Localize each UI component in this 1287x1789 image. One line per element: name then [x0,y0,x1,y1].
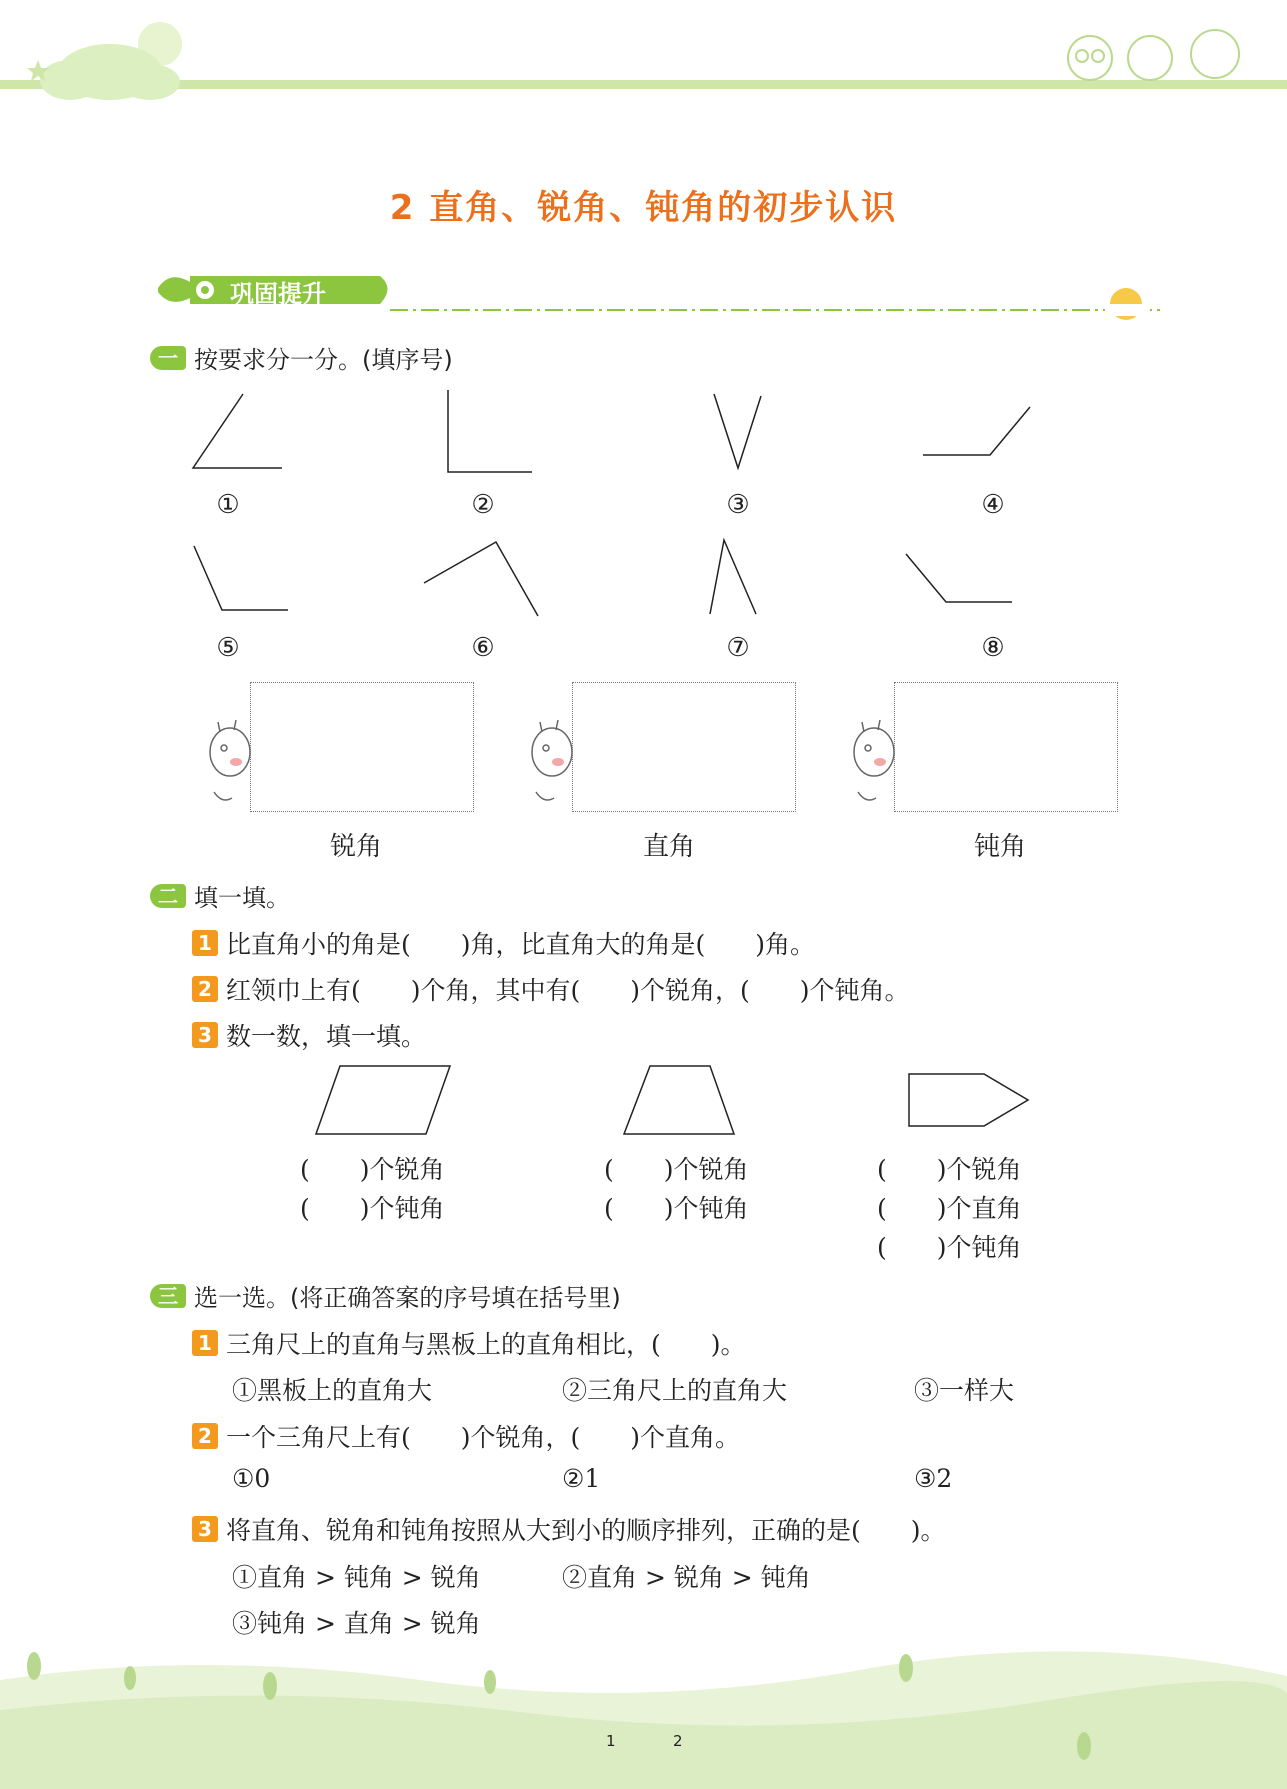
pentagon-shape [909,1074,1028,1126]
answer-box-right[interactable] [572,682,796,812]
question-number-1: 1 [192,930,218,956]
s3-q2-option-1: ①0 [232,1464,271,1493]
shape3-count-acute: ( )个锐角 [877,1155,1022,1184]
section-1-heading [150,340,453,375]
box-label-right: 直角 [642,832,695,862]
question-number-2: 2 [192,976,218,1002]
s2-question-1 [192,925,815,961]
section-1-title: 按要求分一分。(填序号) [194,346,453,374]
section-3-title: 选一选。(将正确答案的序号填在括号里) [194,1284,621,1312]
question-number-1: 1 [192,1330,218,1356]
banner-label: 巩固提升 [230,280,326,308]
shape2-count-acute: ( )个锐角 [604,1155,749,1184]
box-label-acute: 锐角 [329,832,382,862]
trapezoid-shape [624,1066,734,1134]
angle-label-6: ⑥ [471,633,495,663]
answer-box-acute[interactable] [250,682,474,812]
s2-question-3 [192,1017,426,1053]
header-stripe [0,80,1287,89]
angle-label-8: ⑧ [981,633,1005,663]
s2-q1-text: 比直角小的角是( )角，比直角大的角是( )角。 [226,930,816,959]
s3-q1-option-3: ③一样大 [914,1376,1015,1405]
footer-landscape [0,1640,1287,1789]
section-2-heading [150,878,290,913]
s2-question-2 [192,971,910,1007]
angle-label-1: ① [216,490,240,520]
angle-2 [448,390,532,472]
angle-6 [424,542,538,616]
s2-q2-text: 红领巾上有( )个角，其中有( )个锐角，( )个钝角。 [226,976,910,1005]
shape1-count-acute: ( )个锐角 [300,1155,445,1184]
angle-label-5: ⑤ [216,633,240,663]
angle-1 [193,394,282,468]
shape3-count-obtuse: ( )个钝角 [877,1233,1022,1262]
s3-q2-option-2: ②1 [562,1464,601,1493]
angle-8 [906,554,1012,602]
angle-3 [714,394,761,468]
section-2-title: 填一填。 [194,884,290,912]
parallelogram-shape [316,1066,450,1134]
animal-faces-icon [1068,30,1239,80]
angle-5 [194,546,288,610]
shape-figures [0,1060,1287,1140]
answer-box-obtuse[interactable] [894,682,1118,812]
section-banner [150,260,1160,324]
angle-label-3: ③ [726,490,750,520]
s3-q2-option-3: ③2 [914,1464,953,1493]
s3-q1-text: 三角尺上的直角与黑板上的直角相比，( )。 [226,1330,746,1359]
shape1-count-obtuse: ( )个钝角 [300,1194,445,1223]
angle-figures [0,380,1287,620]
section-3-heading [150,1278,621,1313]
section-2-badge: 二 [150,884,186,908]
giraffe-icon [844,712,896,812]
page-number-left: 1 [606,1732,616,1750]
s3-q1-option-2: ②三角尺上的直角大 [562,1376,788,1405]
giraffe-icon [200,712,252,812]
s3-q3-option-1: ①直角 > 钝角 > 锐角 [232,1563,481,1592]
giraffe-icon [522,712,574,812]
section-1-badge: 一 [150,346,186,370]
angle-4 [923,407,1030,455]
page-number-right: 2 [673,1732,683,1750]
question-number-3: 3 [192,1022,218,1048]
s3-q3-text: 将直角、锐角和钝角按照从大到小的顺序排列，正确的是( )。 [226,1516,946,1545]
angle-label-7: ⑦ [726,633,750,663]
shape3-count-right: ( )个直角 [877,1194,1022,1223]
s3-q2-text: 一个三角尺上有( )个锐角，( )个直角。 [226,1423,741,1452]
shape2-count-obtuse: ( )个钝角 [604,1194,749,1223]
s3-q3-option-3: ③钝角 > 直角 > 锐角 [232,1609,481,1638]
s3-question-1 [192,1325,746,1361]
s3-q3-option-2: ②直角 > 锐角 > 钝角 [562,1563,811,1592]
angle-label-4: ④ [981,490,1005,520]
s3-question-3 [192,1511,946,1547]
section-3-badge: 三 [150,1284,186,1308]
s3-question-2 [192,1418,740,1454]
s3-q1-option-1: ①黑板上的直角大 [232,1376,433,1405]
header-decoration [0,0,1287,110]
s2-q3-text: 数一数，填一填。 [226,1022,427,1051]
question-number-3: 3 [192,1516,218,1542]
angle-7 [710,540,756,614]
page-title: 2 直角、锐角、钝角的初步认识 [389,188,898,228]
angle-label-2: ② [471,490,495,520]
box-label-obtuse: 钝角 [973,832,1026,862]
question-number-2: 2 [192,1423,218,1449]
